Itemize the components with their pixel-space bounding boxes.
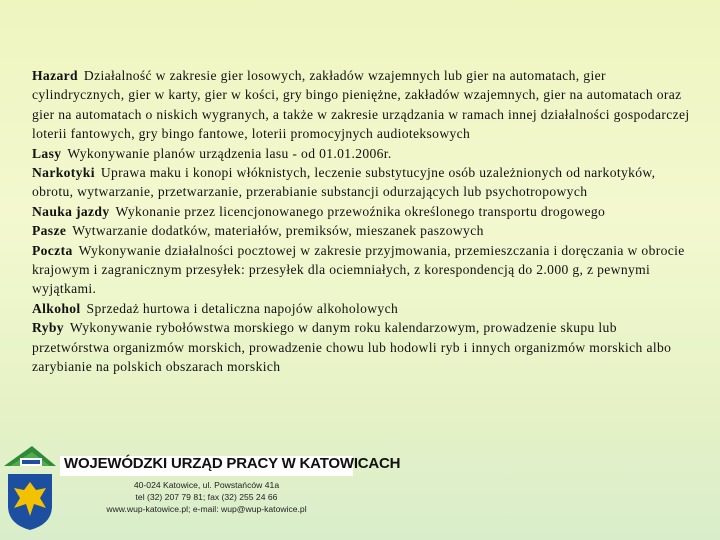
document-body [32, 66, 692, 377]
entry-text: Wykonywanie działalności pocztowej w zakresie przyjmowania, przemieszczania i doręczania w obrocie krajowym i zagranicznym przesyłek: przesyłek dla ociemniałych, z korespondencją do 2.000 g, z pewnymi wyjątkami. [32, 242, 685, 297]
org-address: 40-024 Katowice, ul. Powstańców 41a [133, 480, 280, 490]
org-phone: tel (32) 207 79 81; fax (32) 255 24 66 [135, 492, 278, 502]
entry-hazard [32, 66, 692, 144]
entry-term: Ryby [32, 320, 64, 336]
entry-term: Hazard [32, 68, 78, 83]
entry-pasze [32, 221, 692, 240]
entry-term: Pasze [32, 223, 67, 239]
entry-term: Lasy [32, 145, 62, 161]
org-web: www.wup-katowice.pl; e-mail: wup@wup-katowice.pl [106, 504, 307, 514]
entry-term: Narkotyki [32, 165, 95, 181]
entry-text: Uprawa maku i konopi włóknistych, leczenie substytucyjne osób uzależnionych od narkotyków, obrotu, wytwarzanie, przetwarzanie, przerabianie substancji odurzających lub psychotropowych [32, 165, 656, 200]
entry-nauka-jazdy [32, 202, 692, 221]
entry-text: Wytwarzanie dodatków, materiałów, premiksów, mieszanek paszowych [72, 223, 484, 239]
org-name: WOJEWÓDZKI URZĄD PRACY W KATOWICACH [64, 455, 401, 472]
entry-text: Działalność w zakresie gier losowych, zakładów wzajemnych lub gier na automatach, gier cylindrycznych, gier w karty, gier w kości, gry bingo pieniężne, zakładów wzajemnych, gier na automatach oraz gier na automatach o niskich wygranych, a także w zakresie urządzania w ramach innej działalności gospodarczej loterii fantowych, gry bingo fantowe, loterii promocyjnych audioteksowych [32, 68, 690, 142]
wup-logo-icon [2, 444, 58, 532]
entry-term: Nauka jazdy [32, 203, 110, 219]
entry-text: Sprzedaż hurtowa i detaliczna napojów alkoholowych [86, 300, 399, 316]
footer-letterhead [0, 440, 401, 540]
entry-term: Poczta [32, 242, 73, 258]
entry-text: Wykonanie przez licencjonowanego przewoźnika określonego transportu drogowego [115, 203, 606, 219]
entry-ryby [32, 318, 692, 376]
entry-text: Wykonywanie rybołówstwa morskiego w danym roku kalendarzowym, prowadzenie skupu lub przetwórstwa organizmów morskich, prowadzenie chowu lub hodowli ryb i innych organizmów morskich albo zarybianie na polskich obszarach morskich [32, 320, 672, 375]
entry-alkohol [32, 299, 692, 318]
entry-poczta [32, 241, 692, 299]
entry-text: Wykonywanie planów urządzenia lasu - od 01.01.2006r. [67, 145, 392, 161]
entry-narkotyki [32, 163, 692, 202]
entry-lasy [32, 144, 692, 163]
entry-term: Alkohol [32, 300, 81, 316]
